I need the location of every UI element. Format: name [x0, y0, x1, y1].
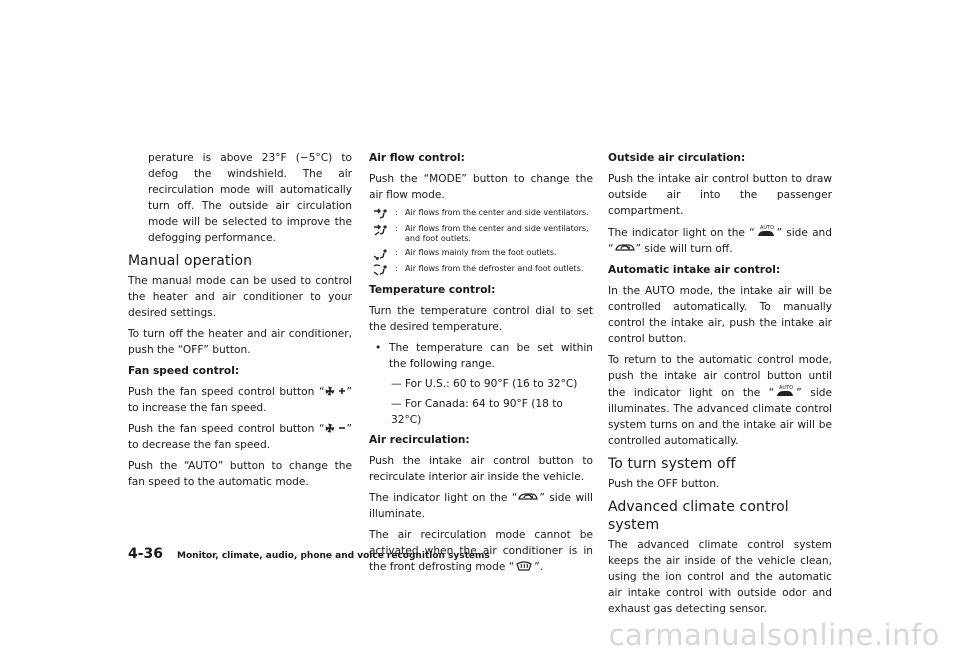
temperature-intro: Turn the temperature control dial to set the desired temperature.: [369, 305, 593, 333]
fan-decrease-text-a: Push the fan speed control button “: [128, 423, 325, 435]
recirculation-heading: Air recirculation:: [369, 434, 470, 446]
mode-colon: :: [395, 264, 398, 273]
air-flow-intro: Push the “MODE” button to change the air flow mode.: [369, 173, 593, 201]
mode-description: Air flows from the defroster and foot outlets.: [405, 264, 584, 273]
auto-icon-label: AUTO: [759, 225, 774, 231]
advanced-climate-heading: Advanced climate control system: [608, 499, 789, 533]
temperature-bullet: [375, 340, 593, 376]
temperature-canada-range: — For Canada: 64 to 90°F (18 to 32°C): [391, 398, 563, 426]
outside-air-paragraph: Push the intake air control button to draw outside air into the passenger compartment.: [608, 173, 832, 217]
right-column: [608, 150, 832, 622]
turn-system-off-heading: To turn system off: [608, 456, 736, 472]
air-flow-mode-list: [373, 208, 593, 276]
recirculation-paragraph-2: [369, 490, 593, 522]
mode-colon: :: [395, 248, 398, 257]
auto-icon-label: AUTO: [779, 385, 794, 391]
mode-row-vent: [373, 208, 593, 220]
left-column: [128, 150, 352, 495]
indicator-text-b: ” side and “: [608, 227, 832, 255]
section-title: Monitor, climate, audio, phone and voice recognition systems: [177, 551, 490, 561]
recirculation-paragraph-1: Push the intake air control button to recirculate interior air inside the vehicle.: [369, 455, 593, 483]
auto-car-icon: [755, 224, 777, 238]
page-number: 4-36: [128, 546, 164, 562]
air-flow-heading: Air flow control:: [369, 152, 465, 164]
turn-system-off-paragraph: Push the OFF button.: [608, 478, 720, 490]
manual-operation-heading: Manual operation: [128, 253, 253, 269]
return-auto-paragraph: [608, 352, 832, 449]
watermark: carmanualsonline.info: [608, 618, 940, 652]
recirculation-car-icon: [614, 242, 636, 254]
mode-row-defrost-foot: [373, 264, 593, 276]
fan-speed-heading: Fan speed control:: [128, 365, 240, 377]
temperature-us-range: — For U.S.: 60 to 90°F (16 to 32°C): [391, 378, 578, 390]
front-defrost-icon: [514, 560, 534, 572]
manual-intro-paragraph: The manual mode can be used to control the heater and air conditioner to your desired settings.: [128, 275, 352, 319]
fan-decrease-paragraph: [128, 421, 352, 453]
auto-intake-paragraph: In the AUTO mode, the intake air will be controlled automatically. To manually control the intake air, push the intake air control button.: [608, 285, 832, 345]
recirculation-text-b: ” side will illuminate.: [369, 492, 593, 520]
fan-increase-text-b: ” to increase the fan speed.: [128, 386, 352, 414]
temperature-heading: Temperature control:: [369, 284, 496, 296]
page-footer: [128, 546, 490, 562]
temperature-bullet-text: The temperature can be set within the following range.: [389, 342, 593, 370]
continued-paragraph: perature is above 23°F (−5°C) to defog the windshield. The air recirculation mode will automatically turn off. The outside air circulation mode will be selected to improve the defogging performance.: [148, 152, 352, 244]
fan-increase-text-a: Push the fan speed control button “: [128, 386, 325, 398]
recirculation-text-c: The air recirculation mode cannot be activated when the air conditioner is in the front defrosting mode “: [369, 529, 593, 573]
mode-row-bilevel: [373, 224, 593, 244]
fan-increase-paragraph: [128, 384, 352, 416]
advanced-climate-paragraph: The advanced climate control system keeps the air inside of the vehicle clean, using the ion control and the automatic air intake control with outside odor and exhaust gas detecting sensor.: [608, 539, 832, 615]
mode-description: Air flows from the center and side ventilators, and foot outlets.: [405, 224, 589, 243]
bullet-mark: •: [375, 342, 382, 354]
mode-colon: :: [395, 208, 398, 217]
middle-column: [369, 150, 593, 580]
defrost-foot-mode-icon: [373, 264, 393, 276]
auto-car-icon: [774, 384, 796, 398]
indicator-text-c: ” side will turn off.: [635, 243, 733, 255]
vent-mode-icon: [373, 208, 393, 220]
mode-colon: :: [395, 224, 398, 233]
return-text-a: To return to the automatic control mode, push the intake air control button until the indicator light on the “: [608, 354, 832, 399]
outside-air-heading: Outside air circulation:: [608, 152, 746, 164]
foot-mode-icon: [373, 248, 393, 260]
indicator-text-a: The indicator light on the “: [608, 227, 755, 239]
mode-row-foot: [373, 248, 593, 260]
turn-off-paragraph: To turn off the heater and air conditioner, push the “OFF” button.: [128, 328, 352, 356]
fan-plus-icon: [325, 385, 347, 397]
return-text-b: ” side illuminates. The advanced climate control system turns on and the intake air will be controlled automatically.: [608, 387, 832, 447]
mode-description: Air flows mainly from the foot outlets.: [405, 248, 557, 257]
recirculation-car-icon: [517, 491, 539, 503]
fan-auto-paragraph: Push the “AUTO” button to change the fan speed to the automatic mode.: [128, 460, 352, 488]
fan-decrease-text-b: ” to decrease the fan speed.: [128, 423, 352, 451]
fan-minus-icon: [325, 422, 347, 434]
recirculation-text-a: The indicator light on the “: [369, 492, 518, 504]
indicator-paragraph: [608, 224, 832, 257]
bilevel-mode-icon: [373, 224, 393, 236]
auto-intake-heading: Automatic intake air control:: [608, 264, 781, 276]
mode-description: Air flows from the center and side ventilators.: [405, 208, 589, 217]
recirculation-text-d: ”.: [534, 561, 544, 573]
